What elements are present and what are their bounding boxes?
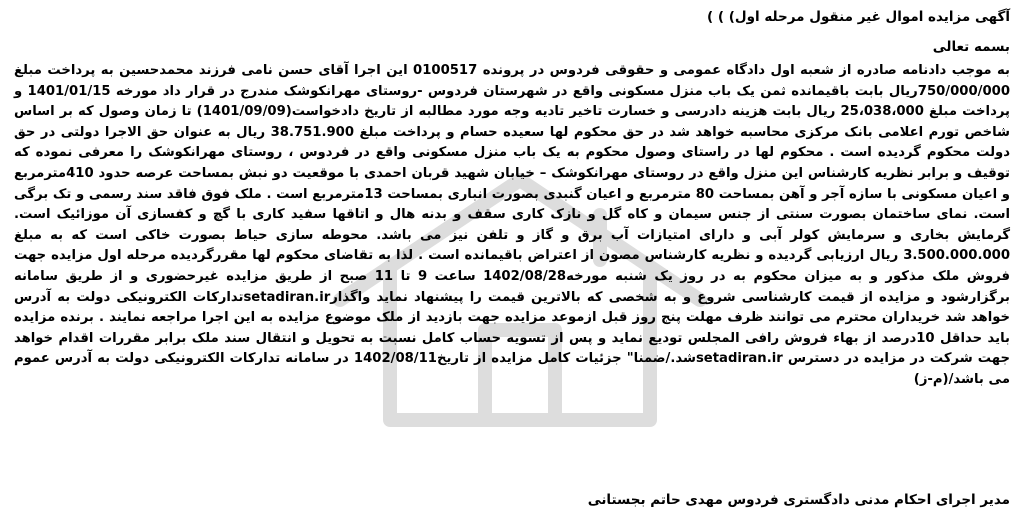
signature-line: مدیر اجرای احکام مدنی دادگستری فردوس مهدی حاتم بجستانی bbox=[587, 492, 1010, 508]
notice-title: آگهی مزایده اموال غیر منقول مرحله اول) ) ) bbox=[707, 9, 1010, 25]
notice-body: به موجب دادنامه صادره از شعبه اول دادگاه عمومی و حقوقی فردوس در پرونده 0100517 این اجرا آقای حسن نامی فرزند محمدحسین به پرداخت مبلغ 750/000/000ریال بابت باقیمانده ثمن یک باب منزل مسکونی واقع در شهرستان فردوس -روستای مهرانکوشک مندرج در قرار داد مورخه 1401/01/15 و پرداخت مبلغ 25،038،000 ریال بابت هزینه دادرسی و خسارت تاخیر تادیه وجه مورد مطالبه از تاریخ دادخواست(1401/09/09) تا زمان وصول که بر اساس شاخص تورم اعلامی بانک مرکزی محاسبه خواهد شد در حق محکوم لها سعیده حسام و پرداخت مبلغ 38.751.900 ریال به عنوان حق الاجرا دولتی در حق دولت محکوم گردیده است . محکوم لها در راستای وصول محکوم به یک باب منزل مسکونی واقع در فردوس ، روستای مهرانکوشک را معرفی نموده که توقیف و برابر نظریه کارشناس این منزل واقع در روستای مهرانکوشک – خیابان شهید قربان احمدی با موقعیت دو نبش بمساحت عرصه حدود 410مترمربع و اعیان مسکونی با سازه آجر و آهن بمساحت 80 مترمربع و اعیان گنبدی بصورت انباری بمساحت 13مترمربع است . ملک فوق فاقد سند رسمی و تک برگی است. نمای ساختمان بصورت سنتی از جنس سیمان و کاه گل و نازک کاری سقف و بدنه هال و اتاقها سفید کاری با گچ و کفسازی آن موزائیک است. گرمایش بخاری و سرمایش کولر آبی و دارای امتیازات آب برق و گاز و تلفن نیز می باشد. محوطه سازی حیاط بصورت خاکی است که به مبلغ 3.500.000.000 ریال ارزیابی گردیده و نظریه کارشناس مصون از اعتراض باقیمانده است . لذا به تقاضای محکوم لها مقررگردیده مرحله اول مزایده جهت فروش ملک مذکور و به میزان محکوم به در روز یک شنبه مورخه1402/08/28 ساعت 9 تا 11 صبح از طریق مزایده غیرحضوری و از طریق سامانه برگزارشود و مزایده از قیمت کارشناسی شروع و به شخصی که بالاترین قیمت را پیشنهاد نماید واگذارsetadiran.irتدارکات الکترونیکی دولت به آدرس خواهد شد خریداران محترم می توانند ظرف مهلت پنج روز قبل ازموعد مزایده جهت بازدید از ملک موضوع مزایده به این اجرا مراجعه نمایند . برنده مزایده باید حداقل 10درصد از بهاء فروش رافی المجلس تودیع نماید و پس از تسویه حساب کامل نسبت به تحویل و انتقال سند ملک برابر مقررات اقدام خواهد جهت شرکت در مزایده در دسترس setadiran.irشد./ضمنا" جزئیات کامل مزایده از تاریخ1402/08/11 در سامانه تدارکات الکترونیکی دولت به آدرس عموم می باشد/(م-ز) bbox=[14, 63, 1011, 387]
basmala: بسمه تعالی bbox=[932, 39, 1010, 55]
